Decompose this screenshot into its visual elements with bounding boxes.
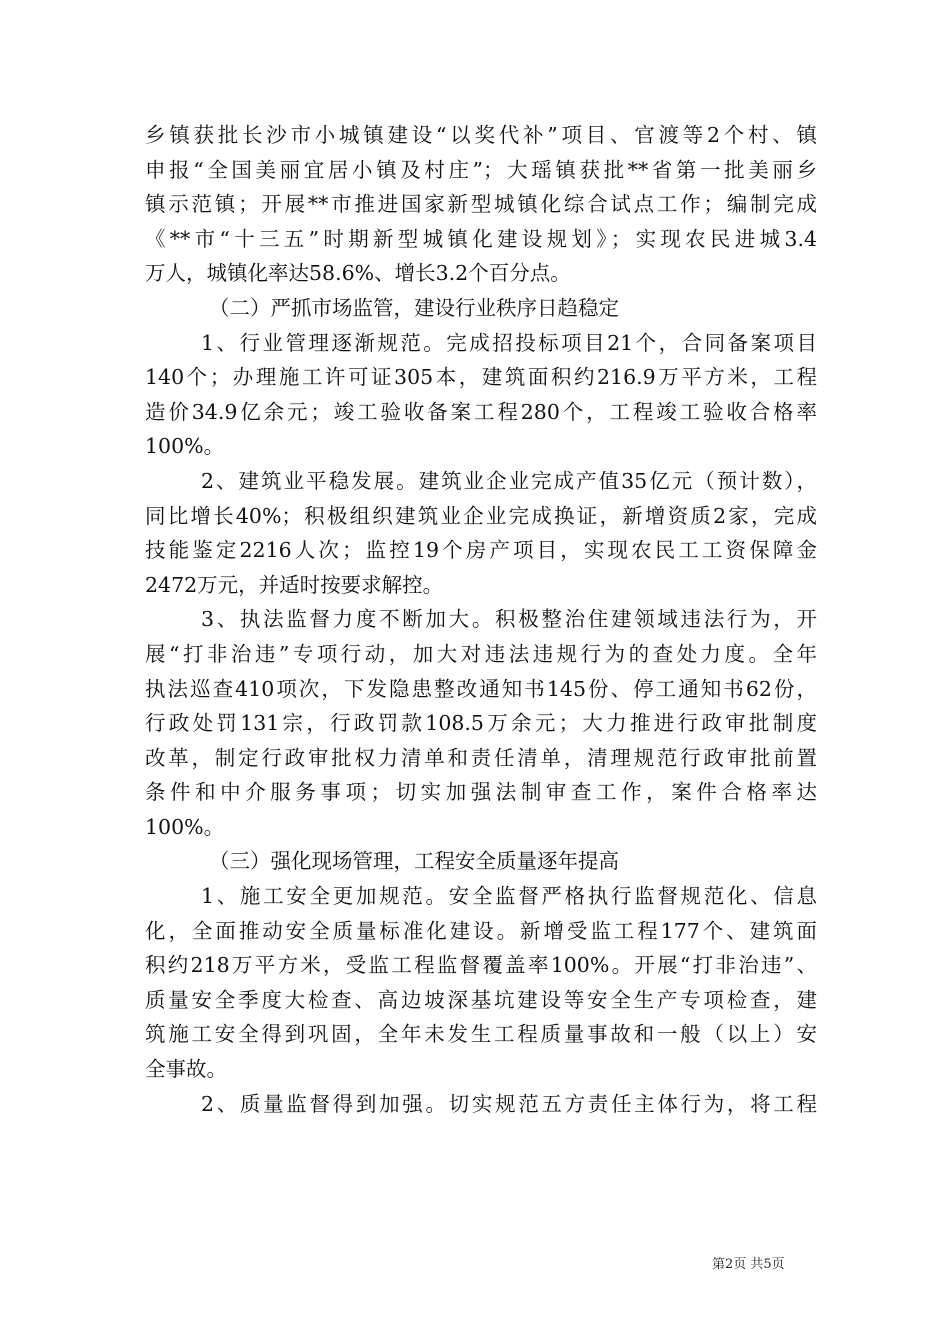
document-body bbox=[145, 118, 817, 1121]
text-line: 100%。 bbox=[145, 434, 225, 459]
text-line: 筑施工安全得到巩固，全年未发生工程质量事故和一般（以上）安 bbox=[145, 1022, 817, 1047]
text-line: 100%。 bbox=[145, 814, 225, 839]
text-line: 同比增长40%；积极组织建筑业企业完成换证，新增资质2家，完成 bbox=[145, 503, 817, 528]
text-line: 乡镇获批长沙市小城镇建设“以奖代补”项目、官渡等2个村、镇 bbox=[145, 123, 817, 147]
page-number-footer: 第2页 共5页 bbox=[712, 1257, 785, 1272]
text-line: 质量安全季度大检查、高边坡深基坑建设等安全生产专项检查，建 bbox=[145, 987, 817, 1012]
text-line: （三）强化现场管理，工程安全质量逐年提高 bbox=[209, 849, 619, 874]
text-line: 化，全面推动安全质量标准化建设。新增受监工程177个、建筑面 bbox=[145, 918, 817, 943]
text-line: 积约218万平方米，受监工程监督覆盖率100%。开展“打非治违”、 bbox=[145, 953, 817, 978]
text-line: 镇示范镇；开展**市推进国家新型城镇化综合试点工作；编制完成 bbox=[145, 192, 817, 217]
text-line: （二）严抓市场监管，建设行业秩序日趋稳定 bbox=[209, 295, 619, 320]
text-line: 申报“全国美丽宜居小镇及村庄”；大瑶镇获批**省第一批美丽乡 bbox=[145, 157, 817, 182]
text-line: 展“打非治违”专项行动，加大对违法违规行为的查处力度。全年 bbox=[145, 641, 817, 666]
text-line: 改革，制定行政审批权力清单和责任清单，清理规范行政审批前置 bbox=[145, 745, 817, 770]
text-line: 技能鉴定2216人次；监控19个房产项目，实现农民工工资保障金 bbox=[145, 538, 817, 563]
text-line: 2、建筑业平稳发展。建筑业企业完成产值35亿元（预计数）， bbox=[201, 468, 817, 493]
text-line: 万人，城镇化率达58.6%、增长3.2个百分点。 bbox=[145, 261, 571, 286]
text-line: 全事故。 bbox=[145, 1057, 227, 1082]
text-line: 2472万元，并适时按要求解控。 bbox=[145, 572, 444, 597]
text-line: 1、行业管理逐渐规范。完成招投标项目21个，合同备案项目 bbox=[201, 330, 817, 355]
text-line: 行政处罚131宗，行政罚款108.5万余元；大力推进行政审批制度 bbox=[145, 711, 817, 736]
text-line: 1、施工安全更加规范。安全监督严格执行监督规范化、信息 bbox=[201, 884, 817, 909]
text-line: 执法巡查410项次，下发隐患整改通知书145份、停工通知书62份， bbox=[145, 676, 817, 701]
text-line: 造价34.9亿余元；竣工验收备案工程280个，工程竣工验收合格率 bbox=[145, 399, 817, 424]
text-line: 140个；办理施工许可证305本，建筑面积约216.9万平方米，工程 bbox=[145, 365, 817, 390]
text-line: 条件和中介服务事项；切实加强法制审查工作，案件合格率达 bbox=[145, 780, 817, 805]
text-line: 2、质量监督得到加强。切实规范五方责任主体行为，将工程 bbox=[201, 1091, 817, 1116]
text-line: 《**市“十三五”时期新型城镇化建设规划》；实现农民进城3.4 bbox=[145, 226, 817, 251]
text-line: 3、执法监督力度不断加大。积极整治住建领域违法行为，开 bbox=[201, 607, 817, 632]
